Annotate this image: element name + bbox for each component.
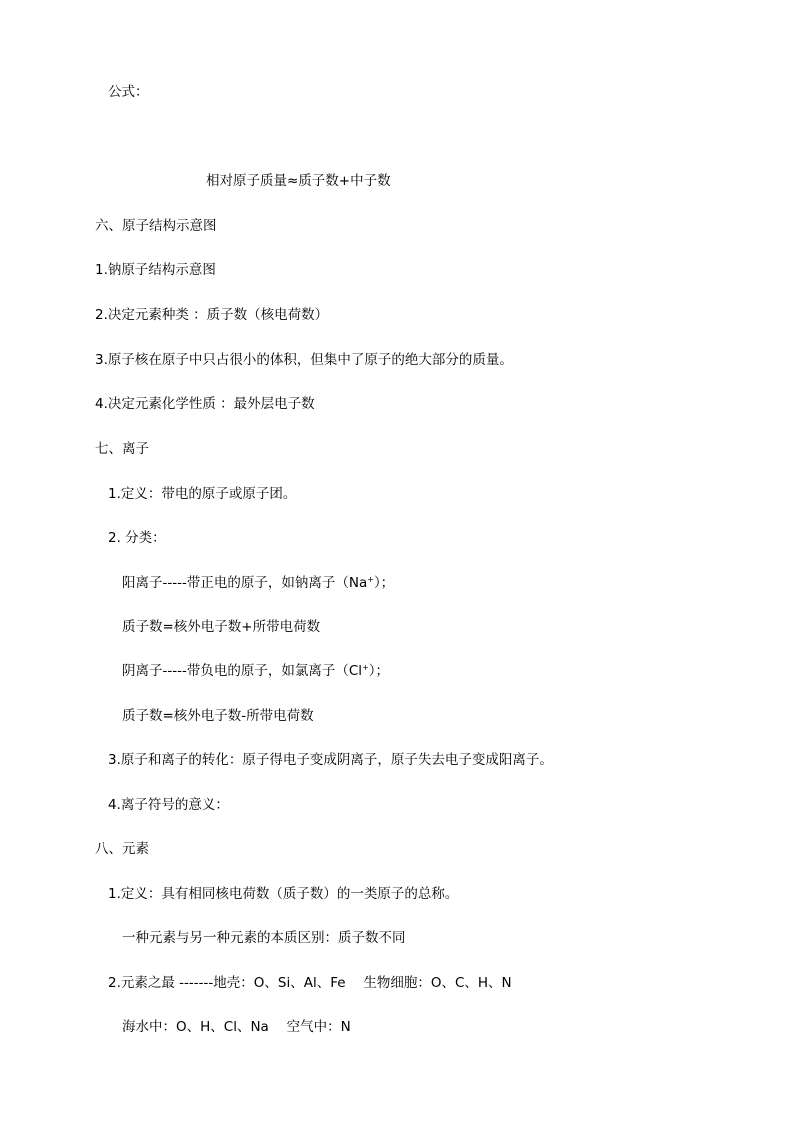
element-most-line-1: 2.元素之最 -------地壳：O、Si、Al、Fe 生物细胞：O、C、H、N [108, 975, 512, 991]
cation-charge: + [367, 575, 374, 584]
section6-item-2: 2.决定元素种类 ：质子数（核电荷数） [95, 307, 329, 323]
anion-text-end: ）； [368, 663, 389, 679]
section-heading-6: 六、原子结构示意图 [95, 218, 217, 234]
cation-formula: 质子数=核外电子数+所带电荷数 [122, 619, 321, 635]
ion-definition: 1.定义：带电的原子或原子团。 [108, 486, 297, 502]
ion-symbol-meaning: 4.离子符号的意义： [108, 797, 229, 813]
section-heading-8: 八、元素 [95, 841, 149, 857]
anion-text: 阴离子-----带负电的原子，如氯离子（Cl [122, 663, 363, 679]
section6-item-3: 3.原子核在原子中只占很小的体积，但集中了原子的绝大部分的质量。 [95, 352, 513, 368]
section6-item-4: 4.决定元素化学性质 ：最外层电子数 [95, 396, 315, 412]
cation-line [122, 574, 394, 592]
cation-text: 阳离子-----带正电的原子，如钠离子（Na [122, 575, 368, 591]
element-definition: 1.定义：具有相同核电荷数（质子数）的一类原子的总称。 [108, 886, 459, 902]
formula-label: 公式： [108, 84, 149, 100]
cation-text-end: ）； [373, 575, 395, 591]
element-difference: 一种元素与另一种元素的本质区别：质子数不同 [122, 930, 406, 946]
element-most-line-2: 海水中：O、H、Cl、Na 空气中：N [122, 1019, 351, 1035]
section6-item-1: 1.钠原子结构示意图 [95, 262, 216, 278]
anion-line [122, 662, 389, 680]
formula: 相对原子质量≈质子数+中子数 [206, 173, 391, 189]
ion-classification-label: 2. 分类： [108, 530, 166, 546]
anion-charge: + [362, 663, 369, 672]
section-heading-7: 七、离子 [95, 441, 149, 457]
anion-formula: 质子数=核外电子数-所带电荷数 [122, 708, 314, 724]
ion-conversion: 3.原子和离子的转化：原子得电子变成阴离子，原子失去电子变成阳离子。 [108, 752, 553, 768]
